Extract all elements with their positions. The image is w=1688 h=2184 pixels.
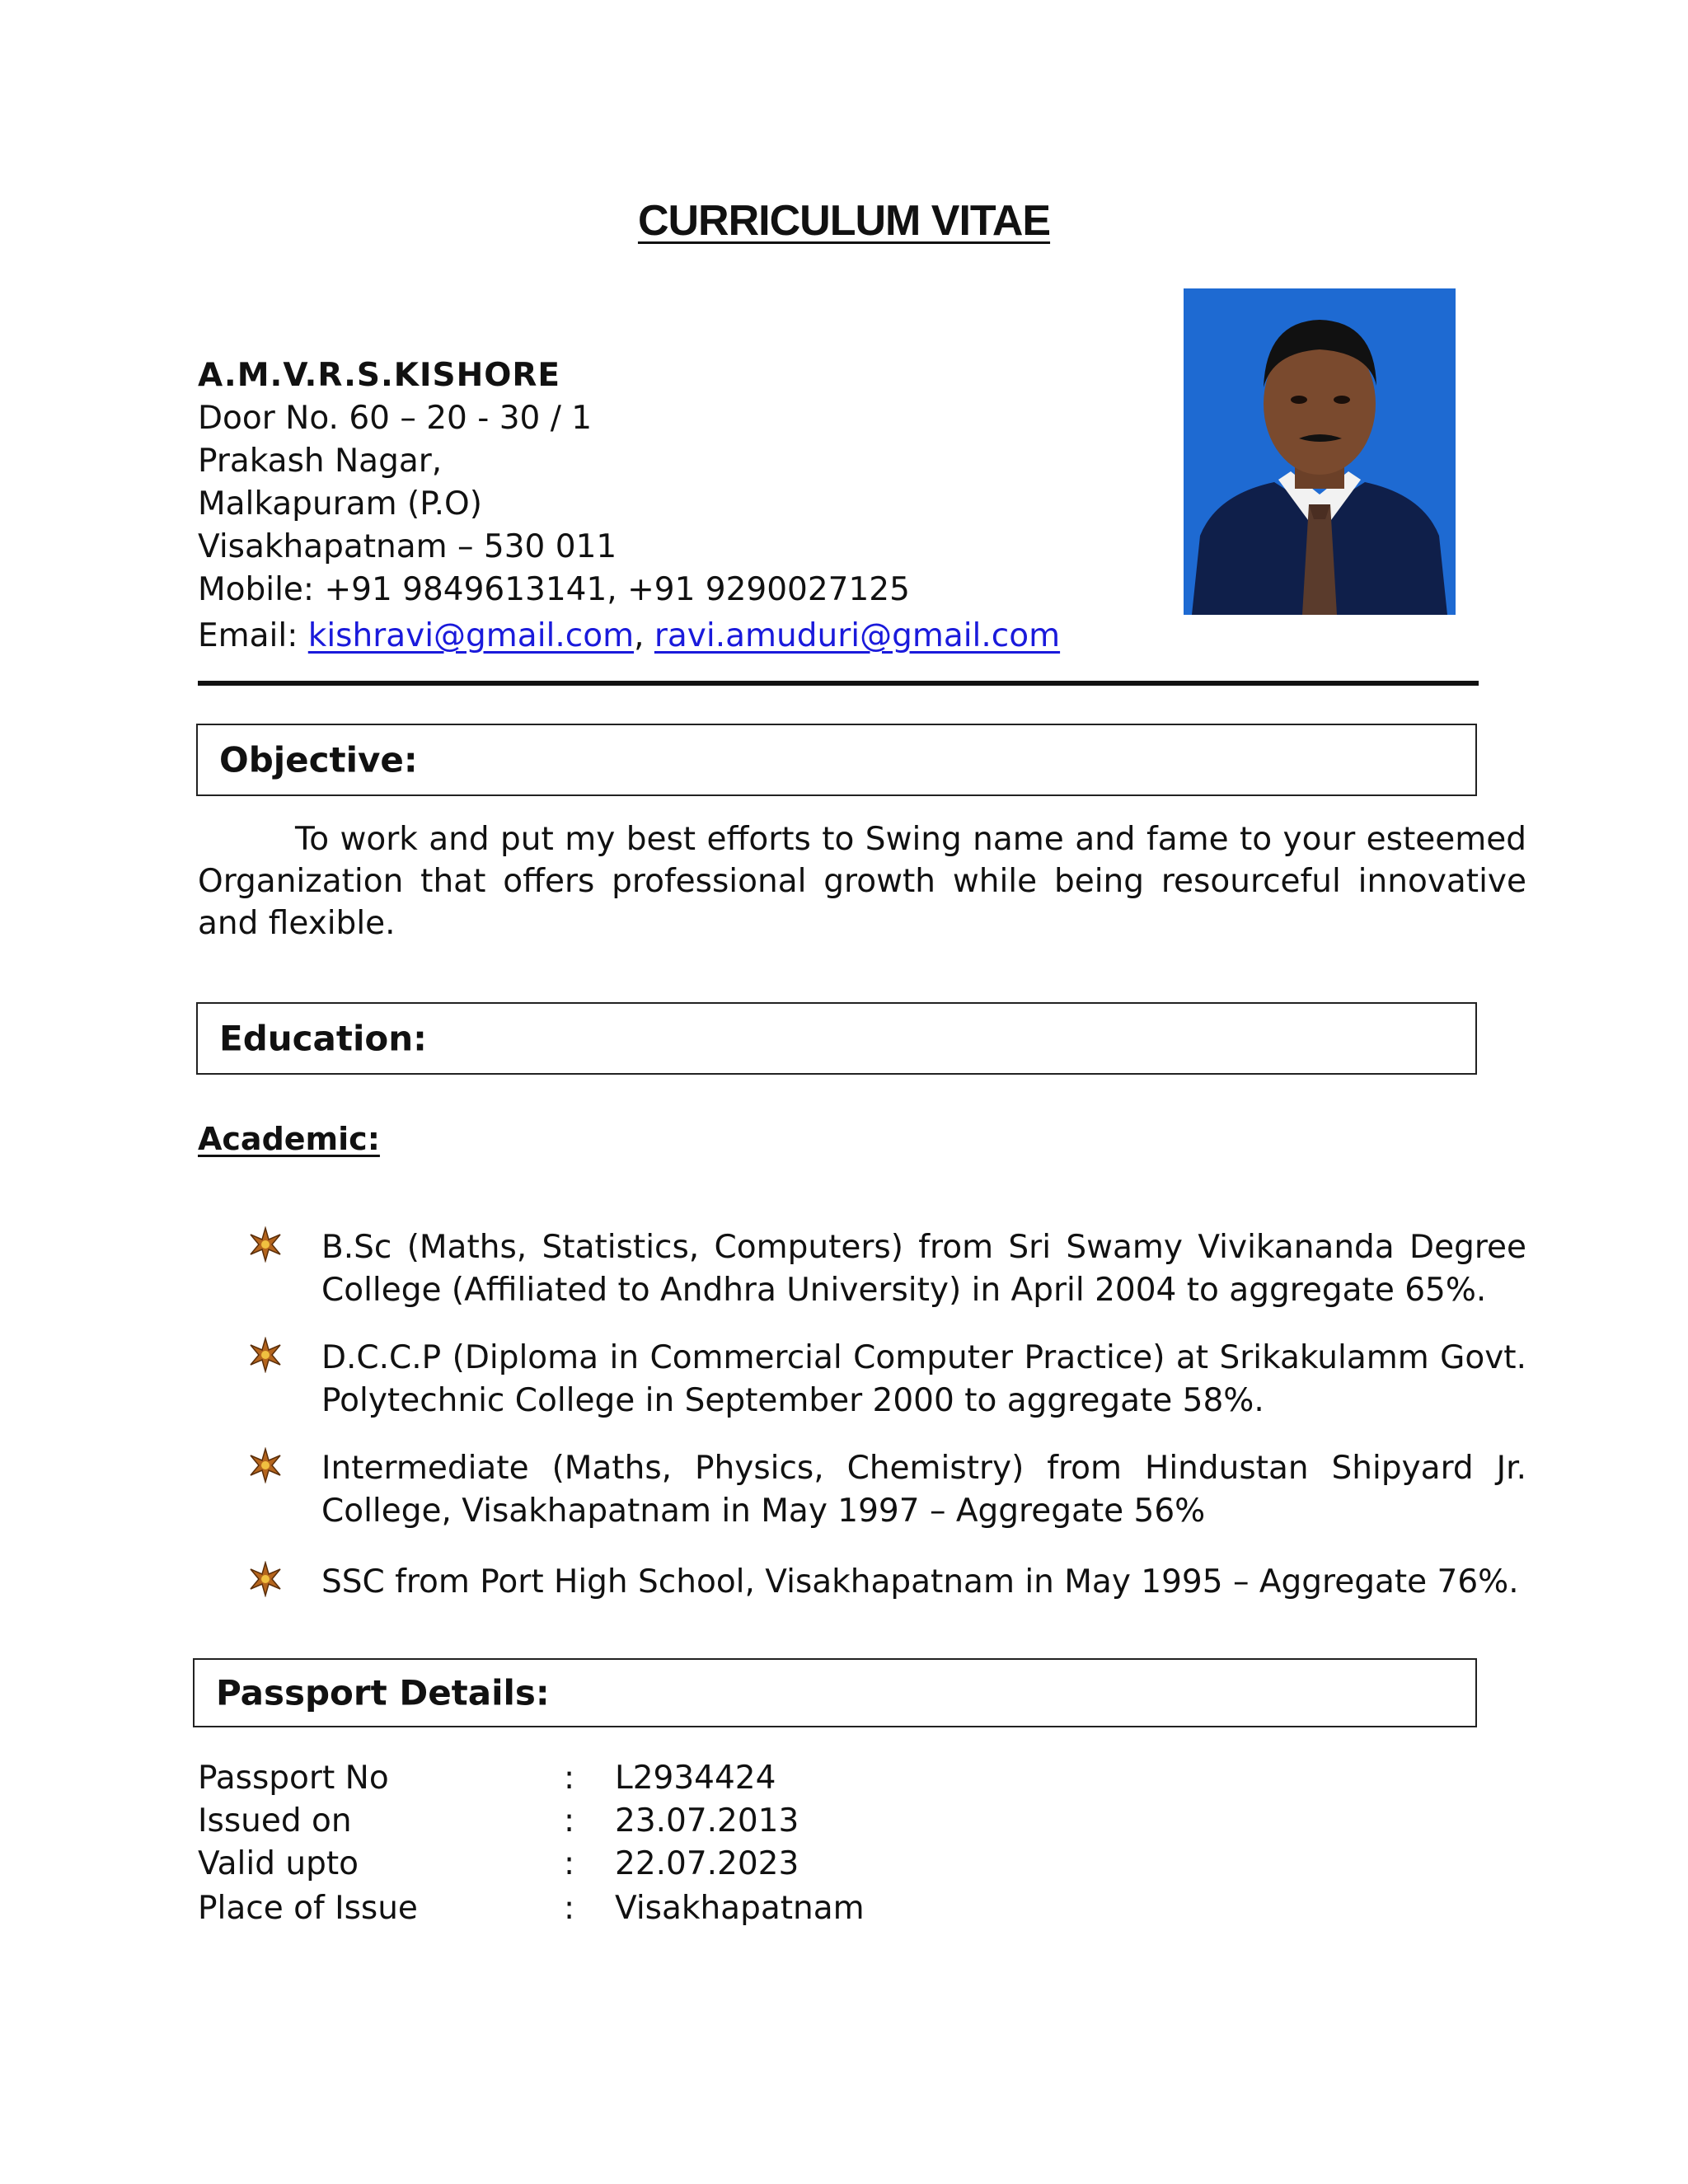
star-burst-icon [247, 1337, 284, 1373]
education-item-text: Intermediate (Maths, Physics, Chemistry) from Hindustan Shipyard Jr. College, Visakhapatnam in May 1997 – Aggregate 56% [321, 1450, 1526, 1530]
passport-row-value: 22.07.2023 [615, 1845, 799, 1882]
passport-heading: Passport Details: [216, 1672, 550, 1713]
objective-text: To work and put my best efforts to Swing name and fame to your esteemed Organization that offers professional growth while being resourceful innovative and flexible. [198, 821, 1526, 942]
passport-row-separator: : [564, 1890, 575, 1927]
education-item-text: SSC from Port High School, Visakhapatnam in May 1995 – Aggregate 76%. [321, 1563, 1519, 1601]
document-title: CURRICULUM VITAE [637, 197, 1051, 245]
star-burst-icon [247, 1226, 284, 1263]
objective-heading: Objective: [219, 739, 418, 780]
objective-heading-box [196, 724, 1477, 796]
email-label: Email: [198, 617, 308, 654]
passport-row-label: Passport No [198, 1760, 389, 1797]
candidate-name: A.M.V.R.S.KISHORE [198, 357, 561, 394]
header-divider [198, 681, 1479, 686]
passport-heading-box [193, 1658, 1477, 1727]
passport-row-value: 23.07.2013 [615, 1802, 799, 1840]
address-line-4: Visakhapatnam – 530 011 [198, 528, 617, 565]
passport-row-separator: : [564, 1802, 575, 1840]
email-line [198, 615, 1060, 658]
education-heading: Education: [219, 1018, 427, 1059]
passport-row-separator: : [564, 1845, 575, 1882]
star-burst-icon [247, 1561, 284, 1597]
address-line-1: Door No. 60 – 20 - 30 / 1 [198, 400, 593, 437]
education-heading-box [196, 1002, 1477, 1075]
academic-subheading: Academic: [198, 1121, 380, 1157]
passport-row-separator: : [564, 1760, 575, 1797]
passport-row-label: Valid upto [198, 1845, 359, 1882]
passport-row-label: Issued on [198, 1802, 352, 1840]
passport-row-label: Place of Issue [198, 1890, 418, 1927]
profile-photo-illustration [1184, 288, 1456, 615]
star-burst-icon [247, 1447, 284, 1483]
mobile-line: Mobile: +91 9849613141, +91 9290027125 [198, 571, 910, 608]
passport-row-value: Visakhapatnam [615, 1890, 865, 1927]
profile-photo [1184, 288, 1456, 615]
email-link-1[interactable]: kishravi@gmail.com [307, 617, 635, 654]
address-line-2: Prakash Nagar, [198, 443, 443, 480]
education-item-text: D.C.C.P (Diploma in Commercial Computer Practice) at Srikakulamm Govt. Polytechnic College in September 2000 to aggregate 58%. [321, 1339, 1526, 1419]
contact-block [198, 354, 1060, 658]
email-link-2[interactable]: ravi.amuduri@gmail.com [654, 617, 1061, 654]
passport-row-value: L2934424 [615, 1760, 776, 1797]
address-line-3: Malkapuram (P.O) [198, 485, 482, 523]
education-item-text: B.Sc (Maths, Statistics, Computers) from Sri Swamy Vivikananda Degree College (Affiliated to Andhra University) in April 2004 to aggregate 65%. [321, 1229, 1526, 1309]
email-separator: , [634, 617, 654, 654]
